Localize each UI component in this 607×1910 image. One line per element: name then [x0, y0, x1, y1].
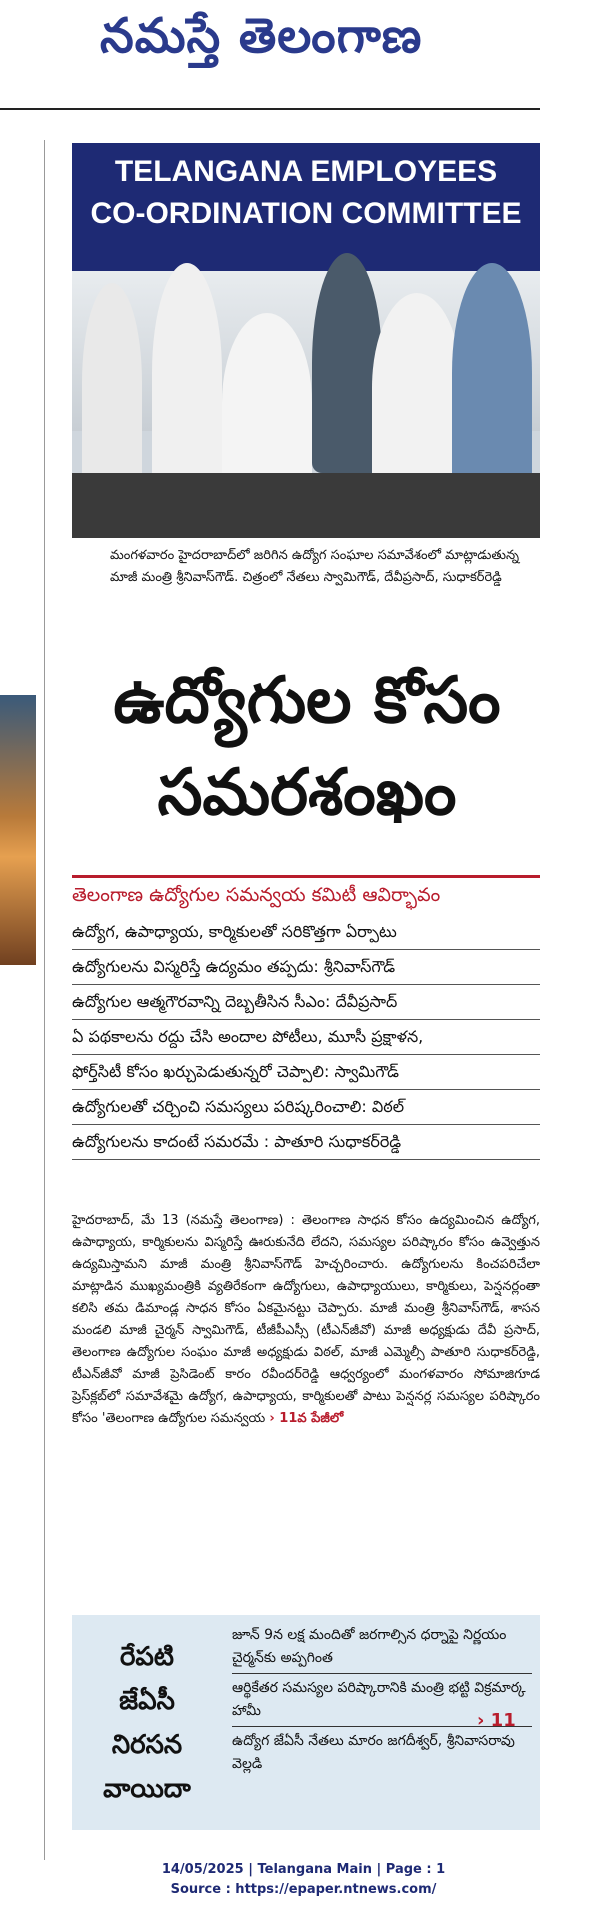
masthead: [0, 0, 607, 100]
sidebar-title-line: జేఏసీ: [119, 1686, 175, 1716]
adjacent-photo: [0, 695, 36, 965]
person-figure: [452, 263, 532, 483]
sidebar-box: [72, 1615, 540, 1830]
sidebar-page-link[interactable]: › 11: [477, 1710, 516, 1731]
highlight-item: ఉద్యోగ, ఉపాధ్యాయ, కార్మికులతో సరికొత్తగా ఏర్పాటు: [72, 915, 540, 950]
sidebar-item: జూన్ 9న లక్ష మందితో జరగాల్సిన ధర్నాపై నిర్ణయం చైర్మన్‌కు అప్పగింత: [232, 1621, 532, 1674]
headline: [72, 655, 542, 839]
banner-line-1: TELANGANA EMPLOYEES: [114, 155, 498, 188]
highlight-list: [72, 915, 540, 1160]
news-photo: [72, 143, 540, 538]
photo-table: [72, 473, 540, 538]
photo-caption: మంగళవారం హైదరాబాద్‌లో జరిగిన ఉద్యోగ సంఘాల సమావేశంలో మాట్లాడుతున్న మాజీ మంత్రి శ్రీనివాస్‌గౌడ్. చిత్రంలో నేతలు స్వామిగౌడ్, దేవీప్రసాద్, సుధాకర్‌రెడ్డి: [110, 548, 520, 585]
sidebar-title: [72, 1635, 222, 1811]
continued-page-link[interactable]: › 11వ పేజీలో: [269, 1411, 344, 1426]
column-divider: [44, 140, 45, 1860]
sidebar-item: ఉద్యోగ జేఏసీ నేతలు మారం జగదీశ్వర్, శ్రీనివాసరావు వెల్లడి: [232, 1733, 515, 1772]
article-body: [72, 1210, 540, 1430]
adjacent-article-strip: [0, 140, 38, 1910]
sidebar-item: ఆర్థికేతర సమస్యల పరిష్కారానికి మంత్రి భట్టి విక్రమార్క హామీ: [232, 1674, 532, 1727]
sidebar-title-line: వాయిదా: [103, 1774, 191, 1804]
headline-line-2: సమరశంఖం: [157, 756, 457, 830]
person-figure: [222, 313, 312, 493]
subheadline: తెలంగాణ ఉద్యోగుల సమన్వయ కమిటీ ఆవిర్భావం: [72, 875, 540, 910]
sidebar-title-line: రేపటి: [120, 1642, 174, 1672]
person-figure: [152, 263, 222, 483]
sidebar-items: [232, 1621, 532, 1779]
person-figure: [82, 283, 142, 483]
masthead-title: నమస్తే తెలంగాణ: [100, 8, 423, 64]
highlight-item: ఉద్యోగులతో చర్చించి సమస్యలు పరిష్కరించాలి: విఠల్: [72, 1090, 540, 1125]
page-footer: [0, 1860, 607, 1900]
footer-date-line: 14/05/2025 | Telangana Main | Page : 1: [161, 1862, 446, 1877]
masthead-rule: [0, 108, 540, 110]
banner-line-2: CO-ORDINATION COMMITTEE: [90, 197, 522, 230]
highlight-item: ఉద్యోగుల ఆత్మగౌరవాన్ని దెబ్బతీసిన సీఎం: దేవీప్రసాద్: [72, 985, 540, 1020]
photo-banner: [72, 143, 540, 271]
article-text: హైదరాబాద్, మే 13 (నమస్తే తెలంగాణ) : తెలంగాణ సాధన కోసం ఉద్యమించిన ఉద్యోగ, ఉపాధ్యాయ, కార్మికులను విస్మరిస్తే ఊరుకునేది లేదని, సమస్యల పరిష్కారం కోసం ఉవ్వెత్తున ఉద్యమిస్తామని మాజీ మంత్రి శ్రీనివాస్‌గౌడ్ హెచ్చరించారు. ఉద్యోగులను కించపరిచేలా మాట్లాడిన ముఖ్యమంత్రికి వ్యతిరేకంగా ఉద్యోగులు, ఉపాధ్యాయులు, కార్మికులు, పెన్షనర్లంతా కలిసి తమ డిమాండ్ల సాధన కోసం ఏకమైనట్టు చెప్పారు. మాజీ మంత్రి శ్రీనివాస్‌గౌడ్, శాసన మండలి మాజీ చైర్మన్ స్వామిగౌడ్, టీజీపీఎస్సీ (టీఎన్‌జీవో) మాజీ అధ్యక్షుడు దేవీ ప్రసాద్, తెలంగాణ ఉద్యోగుల సంఘం మాజీ అధ్యక్షుడు విఠల్, మాజీ ఎమ్మెల్సీ పాతూరి సుధాకర్‌రెడ్డి, టీఎన్‌జీవో మాజీ ప్రెసిడెంట్ కారం రవీందర్‌రెడ్డి ఆధ్వర్యంలో మంగళవారం సోమాజిగూడ ప్రెస్‌క్లబ్‌లో సమావేశమై ఉద్యోగ, ఉపాధ్యాయ, కార్మికులతో పాటు పెన్షనర్ల సమస్యల పరిష్కారం కోసం 'తెలంగాణ ఉద్యోగుల సమన్వయ: [72, 1213, 540, 1426]
headline-line-1: ఉద్యోగుల కోసం: [113, 664, 501, 738]
sidebar-title-line: నిరసన: [111, 1730, 183, 1760]
person-figure: [372, 293, 462, 483]
footer-source-line: Source : https://epaper.ntnews.com/: [170, 1882, 437, 1897]
highlight-item: ఏ పథకాలను రద్దు చేసి అందాల పోటీలు, మూసీ ప్రక్షాళన,: [72, 1020, 540, 1055]
highlight-item: ఉద్యోగులను విస్మరిస్తే ఉద్యమం తప్పదు: శ్రీనివాస్‌గౌడ్: [72, 950, 540, 985]
highlight-item: ఉద్యోగులను కాదంటే సమరమే : పాతూరి సుధాకర్‌రెడ్డి: [72, 1125, 540, 1160]
highlight-item: ఫోర్త్‌సిటీ కోసం ఖర్చుపెడుతున్నరో చెప్పాలి: స్వామిగౌడ్: [72, 1055, 540, 1090]
